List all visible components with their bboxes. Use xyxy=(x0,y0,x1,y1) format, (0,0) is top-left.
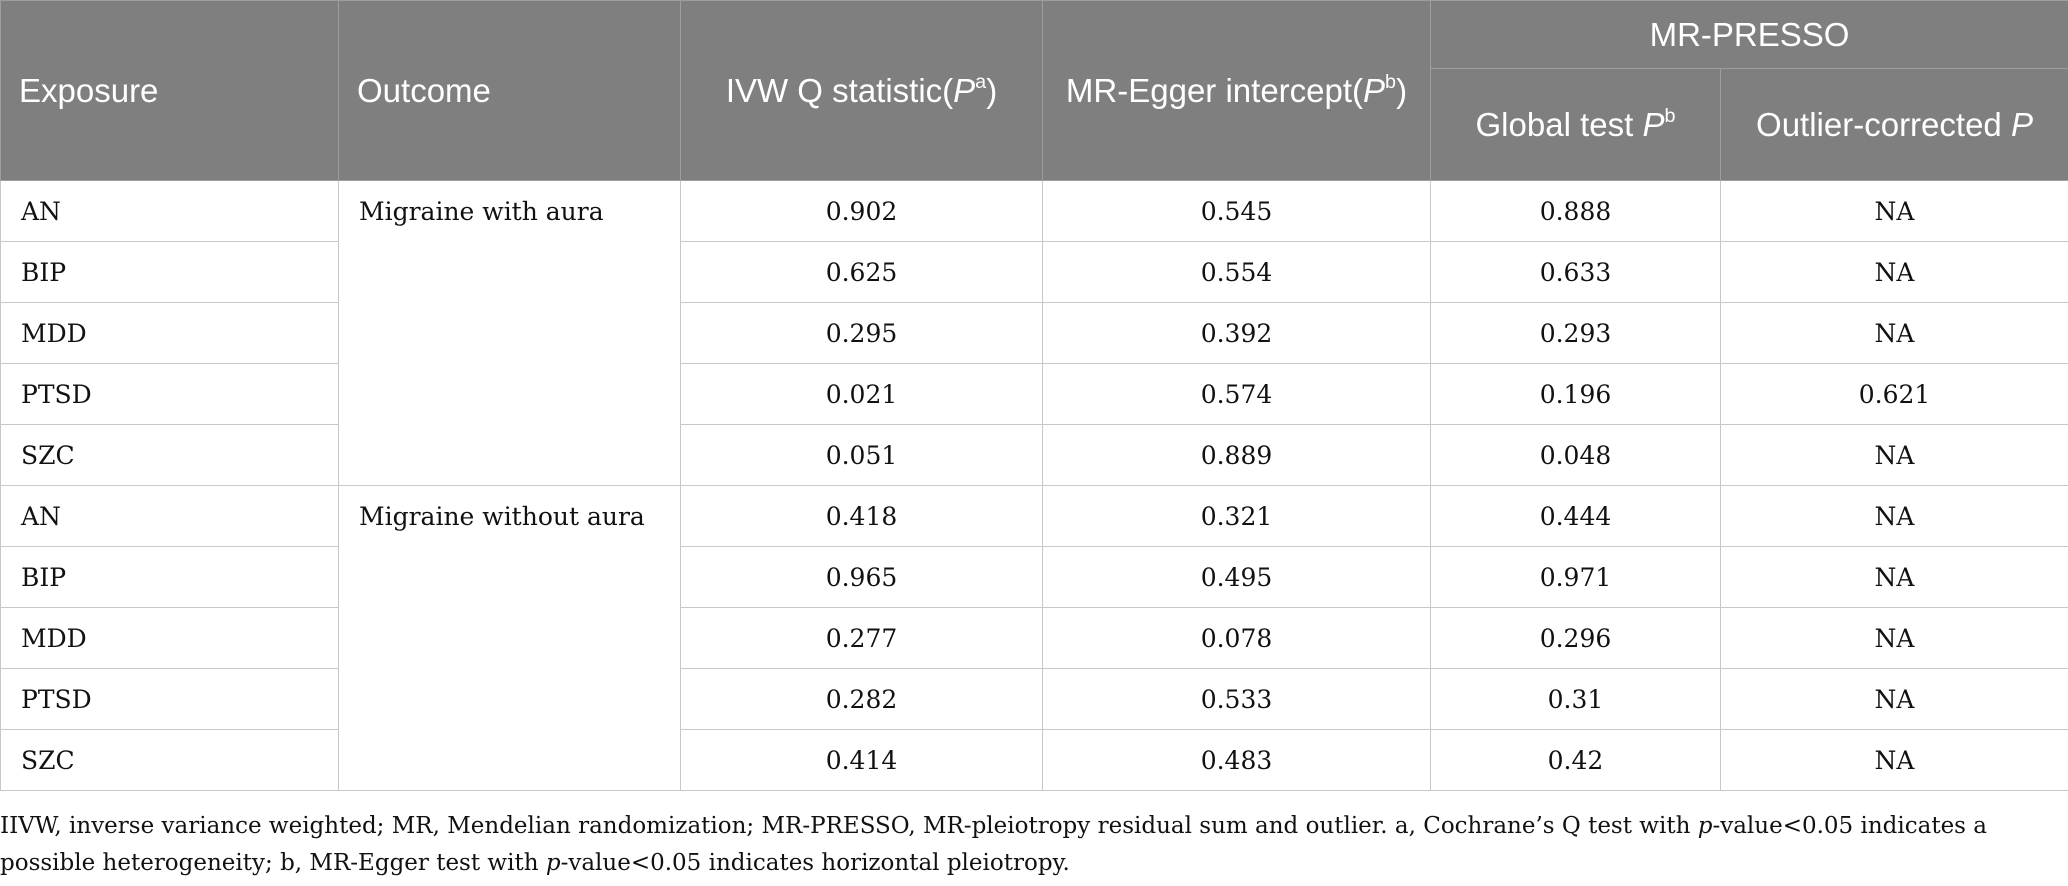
cell-exposure: MDD xyxy=(1,608,339,669)
cell-global-test: 0.633 xyxy=(1431,242,1721,303)
cell-outcome: Migraine with aura xyxy=(339,181,681,486)
cell-outlier-corrected: NA xyxy=(1721,547,2068,608)
table-row xyxy=(1,547,2068,608)
cell-ivw-q: 0.277 xyxy=(681,608,1043,669)
cell-global-test: 0.971 xyxy=(1431,547,1721,608)
cell-exposure: AN xyxy=(1,486,339,547)
footnote-text-3: -value<0.05 indicates horizontal pleiotropy. xyxy=(560,850,1070,876)
cell-egger-intercept: 0.554 xyxy=(1043,242,1431,303)
header-egger-p: P xyxy=(1363,71,1386,109)
header-outlier-p: P xyxy=(2010,105,2033,143)
table-body xyxy=(1,181,2068,791)
footnote-text-2: -value<0.05 indicates a possible heterogeneity; b, MR-Egger test with xyxy=(0,813,1988,876)
cell-global-test: 0.048 xyxy=(1431,425,1721,486)
cell-ivw-q: 0.965 xyxy=(681,547,1043,608)
cell-global-test: 0.293 xyxy=(1431,303,1721,364)
cell-ivw-q: 0.902 xyxy=(681,181,1043,242)
table-row xyxy=(1,730,2068,791)
cell-outlier-corrected: NA xyxy=(1721,730,2068,791)
table-row xyxy=(1,242,2068,303)
cell-outlier-corrected: NA xyxy=(1721,486,2068,547)
header-ivw-q-close: ) xyxy=(986,71,998,109)
cell-exposure: SZC xyxy=(1,730,339,791)
cell-exposure: BIP xyxy=(1,242,339,303)
footnote-text-1: IIVW, inverse variance weighted; MR, Mendelian randomization; MR-PRESSO, MR-pleiotropy residual sum and outlier. a, Cochrane’s Q test with xyxy=(0,813,1698,839)
cell-outlier-corrected: NA xyxy=(1721,425,2068,486)
cell-outcome: Migraine without aura xyxy=(339,486,681,791)
header-egger-label: MR-Egger intercept( xyxy=(1065,71,1364,109)
cell-ivw-q: 0.625 xyxy=(681,242,1043,303)
header-outlier-label: Outlier-corrected xyxy=(1756,105,2011,143)
footnote-p-2: p xyxy=(545,850,561,876)
header-global-test xyxy=(1431,69,1721,181)
cell-ivw-q: 0.051 xyxy=(681,425,1043,486)
cell-ivw-q: 0.414 xyxy=(681,730,1043,791)
cell-ivw-q: 0.021 xyxy=(681,364,1043,425)
header-global-label: Global test xyxy=(1475,105,1643,143)
cell-egger-intercept: 0.392 xyxy=(1043,303,1431,364)
cell-global-test: 0.444 xyxy=(1431,486,1721,547)
header-exposure: Exposure xyxy=(1,1,339,181)
table-row xyxy=(1,303,2068,364)
table-row xyxy=(1,486,2068,547)
cell-ivw-q: 0.295 xyxy=(681,303,1043,364)
cell-egger-intercept: 0.545 xyxy=(1043,181,1431,242)
header-global-p: P xyxy=(1642,105,1665,143)
cell-egger-intercept: 0.889 xyxy=(1043,425,1431,486)
table-row xyxy=(1,364,2068,425)
header-ivw-q xyxy=(681,1,1043,181)
cell-outlier-corrected: NA xyxy=(1721,608,2068,669)
header-ivw-q-label: IVW Q statistic( xyxy=(725,71,954,109)
cell-exposure: MDD xyxy=(1,303,339,364)
cell-global-test: 0.31 xyxy=(1431,669,1721,730)
cell-global-test: 0.42 xyxy=(1431,730,1721,791)
footnote-p-1: p xyxy=(1697,813,1713,839)
cell-egger-intercept: 0.321 xyxy=(1043,486,1431,547)
cell-exposure: PTSD xyxy=(1,669,339,730)
cell-outlier-corrected: NA xyxy=(1721,242,2068,303)
header-egger-close: ) xyxy=(1396,71,1408,109)
cell-outlier-corrected: NA xyxy=(1721,303,2068,364)
cell-outlier-corrected: 0.621 xyxy=(1721,364,2068,425)
table-footnote xyxy=(0,808,2060,882)
cell-exposure: BIP xyxy=(1,547,339,608)
cell-ivw-q: 0.282 xyxy=(681,669,1043,730)
table-row xyxy=(1,669,2068,730)
table-row xyxy=(1,181,2068,242)
cell-ivw-q: 0.418 xyxy=(681,486,1043,547)
header-outcome: Outcome xyxy=(339,1,681,181)
cell-exposure: PTSD xyxy=(1,364,339,425)
header-ivw-q-sup: a xyxy=(975,70,987,93)
header-egger-sup: b xyxy=(1385,70,1397,93)
cell-egger-intercept: 0.078 xyxy=(1043,608,1431,669)
header-mr-presso: MR-PRESSO xyxy=(1431,1,2068,69)
cell-global-test: 0.296 xyxy=(1431,608,1721,669)
header-egger-intercept xyxy=(1043,1,1431,181)
cell-global-test: 0.196 xyxy=(1431,364,1721,425)
cell-outlier-corrected: NA xyxy=(1721,181,2068,242)
cell-egger-intercept: 0.533 xyxy=(1043,669,1431,730)
header-global-sup: b xyxy=(1664,104,1676,127)
cell-egger-intercept: 0.574 xyxy=(1043,364,1431,425)
header-ivw-q-p: P xyxy=(953,71,976,109)
cell-egger-intercept: 0.483 xyxy=(1043,730,1431,791)
header-outlier-corrected xyxy=(1721,69,2068,181)
cell-egger-intercept: 0.495 xyxy=(1043,547,1431,608)
cell-exposure: SZC xyxy=(1,425,339,486)
table-row xyxy=(1,425,2068,486)
cell-exposure: AN xyxy=(1,181,339,242)
cell-outlier-corrected: NA xyxy=(1721,669,2068,730)
cell-global-test: 0.888 xyxy=(1431,181,1721,242)
table-row xyxy=(1,608,2068,669)
